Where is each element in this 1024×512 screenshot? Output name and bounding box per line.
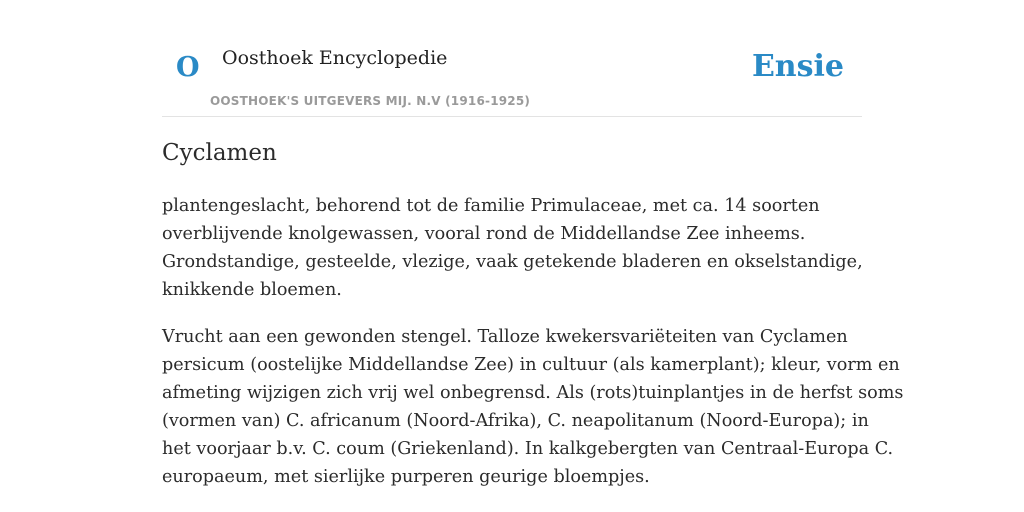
- paragraph-line: overblijvende knolgewassen, vooral rond de Middellandse Zee inheems.: [162, 224, 806, 244]
- encyclopedia-title: Oosthoek Encyclopedie: [222, 47, 448, 69]
- logo-letter: O: [176, 52, 200, 83]
- paragraph-line: het voorjaar b.v. C. coum (Griekenland). In kalkgebergten van Centraal-Europa C.: [162, 439, 894, 459]
- paragraph-line: Vrucht aan een gewonden stengel. Talloze kwekersvariëteiten van Cyclamen: [162, 327, 848, 347]
- paragraph-line: afmeting wijzigen zich vrij wel onbegrensd. Als (rots)tuinplantjes in de herfst soms: [162, 383, 904, 403]
- paragraph-line: europaeum, met sierlijke purperen geurige bloempjes.: [162, 467, 650, 487]
- paragraph-line: knikkende bloemen.: [162, 280, 342, 300]
- paragraph-line: Grondstandige, gesteelde, vlezige, vaak getekende bladeren en okselstandige,: [162, 252, 863, 272]
- paragraph-line: (vormen van) C. africanum (Noord-Afrika), C. neapolitanum (Noord-Europa); in: [162, 411, 869, 431]
- article-paragraph-1: [162, 192, 867, 304]
- site-header: [162, 0, 862, 117]
- brand-logo-link[interactable]: Ensie: [751, 49, 844, 84]
- publisher-line: OOSTHOEK'S UITGEVERS MIJ. N.V (1916-1925): [210, 94, 531, 108]
- article-paragraph-2: [162, 323, 904, 491]
- article-title: Cyclamen: [162, 140, 277, 166]
- paragraph-line: plantengeslacht, behorend tot de familie Primulaceae, met ca. 14 soorten: [162, 196, 820, 216]
- paragraph-line: persicum (oostelijke Middellandse Zee) in cultuur (als kamerplant); kleur, vorm en: [162, 355, 900, 375]
